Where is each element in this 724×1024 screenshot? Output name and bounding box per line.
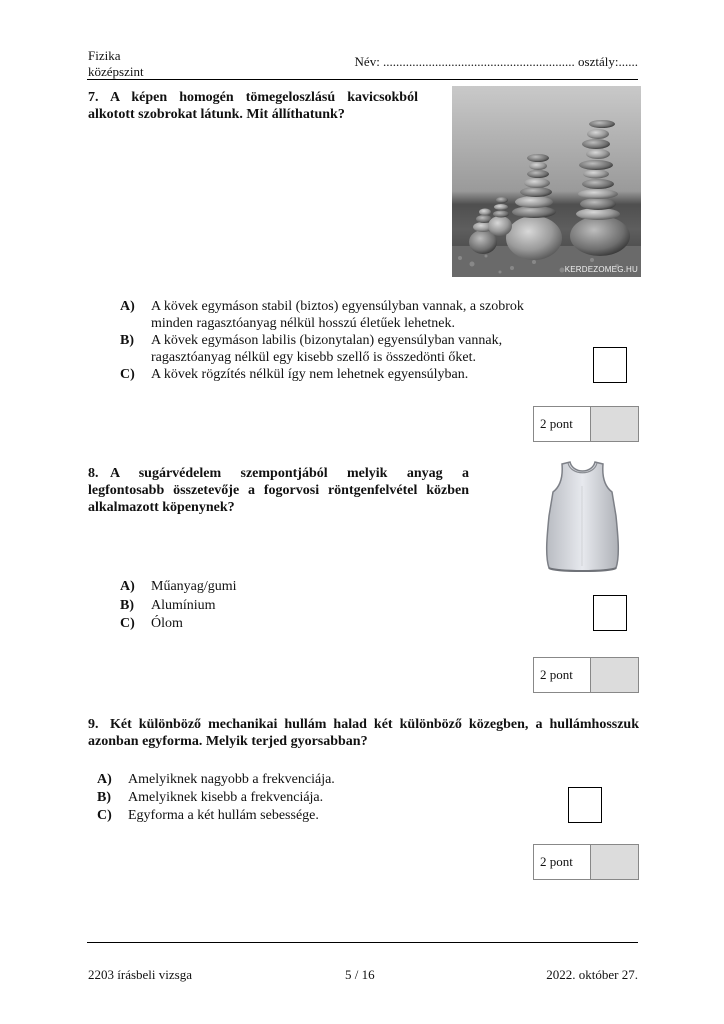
footer-date: 2022. október 27. xyxy=(546,967,638,982)
question-8-option-a[interactable] xyxy=(120,578,420,595)
question-8-answer-box[interactable] xyxy=(593,595,627,631)
footer-page-number: 5 / 16 xyxy=(345,967,375,982)
question-8-option-b[interactable] xyxy=(120,597,420,614)
question-8-option-c[interactable] xyxy=(120,615,420,632)
question-7-option-b-line2: ragasztóanyag nélkül egy kisebb szellő is összedönti őket. xyxy=(151,350,477,365)
option-text: A kövek egymáson stabil (biztos) egyensúlyban vannak, a szobrok xyxy=(151,299,524,314)
option-label: C) xyxy=(120,616,135,631)
header-divider xyxy=(87,79,638,80)
question-7-text xyxy=(88,89,418,123)
option-label: B) xyxy=(97,790,111,805)
option-label: B) xyxy=(120,333,134,348)
footer-divider xyxy=(87,942,638,943)
question-7-score-box xyxy=(533,406,639,442)
question-7-number: 7. xyxy=(88,90,99,105)
header-subject-block xyxy=(88,48,144,80)
option-label: A) xyxy=(97,772,112,787)
score-input-cell[interactable] xyxy=(591,407,638,441)
question-8-score-box xyxy=(533,657,639,693)
question-7-option-a[interactable] xyxy=(120,298,560,315)
question-7-option-b[interactable] xyxy=(120,332,560,349)
question-9-number: 9. xyxy=(88,717,99,732)
option-text: Alumínium xyxy=(151,598,216,613)
question-9-score-box xyxy=(533,844,639,880)
option-text: Műanyag/gumi xyxy=(151,579,237,594)
option-label: C) xyxy=(120,367,135,382)
header-level: középszint xyxy=(88,64,144,79)
question-9-option-c[interactable] xyxy=(97,807,427,824)
option-label: B) xyxy=(120,598,134,613)
question-8-text xyxy=(88,465,469,516)
question-9-option-b[interactable] xyxy=(97,789,427,806)
question-7-prompt: A képen homogén tömegeloszlású kavicsokból alkotott szobrokat látunk. Mit állíthatunk? xyxy=(88,90,418,122)
option-text: Ólom xyxy=(151,616,183,631)
score-label: 2 pont xyxy=(534,845,591,879)
footer-exam: 2203 írásbeli vizsga xyxy=(88,967,192,982)
question-8-number: 8. xyxy=(88,466,99,481)
option-label: C) xyxy=(97,808,112,823)
question-9-option-a[interactable] xyxy=(97,771,427,788)
question-9-prompt: Két különböző mechanikai hullám halad két különböző közegben, a hullámhosszuk azonban egyforma. Melyik terjed gyorsabban? xyxy=(88,717,639,749)
option-text: Amelyiknek nagyobb a frekvenciája. xyxy=(128,772,335,787)
option-text: A kövek rögzítés nélkül így nem lehetnek egyensúlyban. xyxy=(151,367,469,382)
question-7-option-a-line2: minden ragasztóanyag nélkül hosszú életűek lehetnek. xyxy=(151,316,456,331)
image-watermark: KERDEZOMEG.HU xyxy=(564,265,638,274)
question-7-option-c[interactable] xyxy=(120,366,560,383)
question-7-answer-box[interactable] xyxy=(593,347,627,383)
score-input-cell[interactable] xyxy=(591,658,638,692)
option-text: A kövek egymáson labilis (bizonytalan) egyensúlyban vannak, xyxy=(151,333,503,348)
score-label: 2 pont xyxy=(534,407,591,441)
question-9-answer-box[interactable] xyxy=(568,787,602,823)
option-label: A) xyxy=(120,299,135,314)
header-name-field: Név: ........................................................... osztály:...... xyxy=(354,54,638,69)
score-label: 2 pont xyxy=(534,658,591,692)
lead-apron-image xyxy=(540,456,625,576)
header-subject: Fizika xyxy=(88,48,121,63)
question-8-prompt: A sugárvédelem szempontjából melyik anyag a legfontosabb összetevője a fogorvosi röntgenfelvétel közben alkalmazott köpenynek? xyxy=(88,466,469,515)
score-input-cell[interactable] xyxy=(591,845,638,879)
pebble-sculpture-image xyxy=(452,86,641,277)
option-text: Egyforma a két hullám sebessége. xyxy=(128,808,319,823)
option-label: A) xyxy=(120,579,135,594)
question-9-text xyxy=(88,716,639,750)
option-text: Amelyiknek kisebb a frekvenciája. xyxy=(128,790,324,805)
